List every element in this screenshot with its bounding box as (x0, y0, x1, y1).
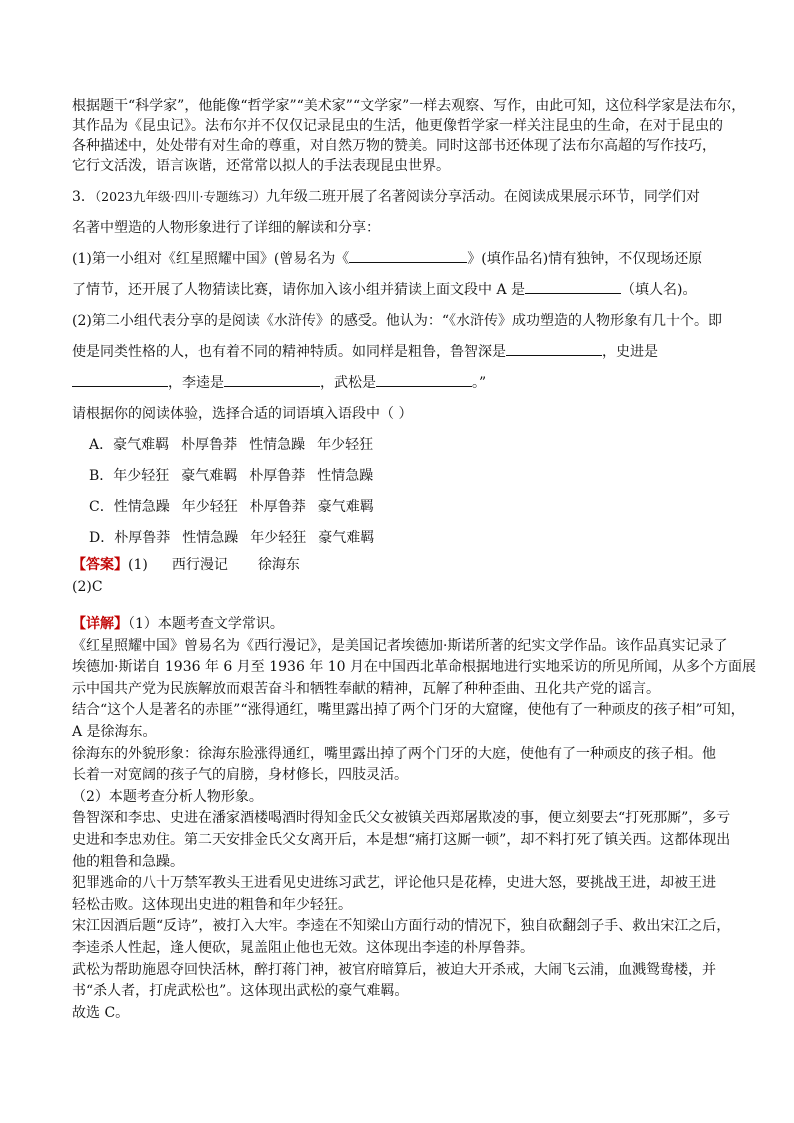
answer-blank[interactable] (525, 279, 621, 294)
question-block (72, 181, 724, 554)
detail-line: 示中国共产党为民族解放而艰苦奋斗和牺牲奉献的精神，瓦解了种种歪曲、丑化共产党的谣言。 (72, 680, 660, 697)
detail-line: 故选 C。 (72, 1004, 130, 1021)
answer-block (72, 554, 724, 598)
question-number: 3． (72, 189, 95, 205)
answer-value: 西行漫记 (171, 557, 228, 573)
document-page (72, 96, 757, 1024)
question-source: （2023九年级·四川·专题练习） (94, 189, 266, 204)
detail-line: 《红星照耀中国》曾易名为《西行漫记》，是美国记者埃德加·斯诺所著的纪实文学作品。该作品真实记录了 (72, 637, 728, 654)
question-stem-line: 名著中塑造的人物形象进行了详细的解读和分享： (72, 220, 380, 236)
option-c[interactable]: C．性情急躁 年少轻狂 朴厚鲁莽 豪气难羁 (89, 499, 374, 515)
detail-line: 埃德加·斯诺自 1936 年 6 月至 1936 年 10 月在中国西北革命根据地进行实地采访的所见所闻，从多个方面展 (72, 659, 757, 676)
answer-line: (2)C (72, 579, 103, 595)
option-a[interactable]: A．豪气难羁 朴厚鲁莽 性情急躁 年少轻狂 (89, 437, 374, 453)
detail-line: 史进和李忠劝住。第二天安排金氏父女离开后，本是想“痛打这厮一顿”，却不料打死了镇关西。这都体现出 (72, 831, 731, 848)
detail-line: 轻松击败。这体现出史进的粗鲁和年少轻狂。 (72, 896, 352, 913)
detail-tag: 【详解】 (72, 616, 128, 632)
detail-line: 【详解】（1）本题考查文学常识。 (72, 616, 284, 632)
detail-line: 鲁智深和李忠、史进在潘家酒楼喝酒时得知金氏父女被镇关西郑屠欺凌的事，便立刻要去“打死那厮”，多亏 (72, 810, 731, 827)
option-b[interactable]: B．年少轻狂 豪气难羁 朴厚鲁莽 性情急躁 (89, 468, 374, 484)
intro-paragraph (72, 96, 746, 176)
detail-line: 武松为帮助施恩夺回快活林，醉打蒋门神，被官府暗算后，被迫大开杀戒，大闹飞云浦，血溅鸳鸯楼，并 (72, 961, 716, 978)
detail-line: 书“杀人者，打虎武松也”。这体现出武松的豪气难羁。 (72, 983, 409, 1000)
detail-line: 结合“这个人是著名的赤匪”“涨得通红，嘴里露出掉了两个门牙的大窟窿，使他有了一种顽皮的孩子相”可知， (72, 702, 745, 719)
answer-value: 徐海东 (257, 557, 300, 573)
detail-line: 李逵杀人性起，逢人便砍，晁盖阻止他也无效。这体现出李逵的朴厚鲁莽。 (72, 939, 534, 956)
answer-line: 【答案】(1) 西行漫记 徐海东 (72, 557, 300, 573)
detail-line: （2）本题考查分析人物形象。 (72, 788, 263, 805)
answer-blank[interactable] (349, 248, 467, 263)
intro-line: 它行文活泼，语言诙谐，还常常以拟人的手法表现昆虫世界。 (72, 158, 450, 174)
answer-blank[interactable] (224, 372, 320, 387)
answer-blank[interactable] (506, 341, 602, 356)
part2-line: 使是同类性格的人，也有着不同的精神特质。如同样是粗鲁，鲁智深是 ，史进是 (72, 337, 724, 368)
option-d[interactable]: D．朴厚鲁莽 性情急躁 年少轻狂 豪气难羁 (89, 530, 375, 546)
answer-tag: 【答案】 (72, 557, 128, 573)
intro-line: 根据题干“科学家”，他能像“哲学家”“美术家”“文学家”一样去观察、写作，由此可知，这位科学家是法布尔， (72, 98, 746, 114)
part1-line: (1)第一小组对《红星照耀中国》(曾易名为《 》(填作品名)情有独钟，不仅现场还原 (72, 244, 724, 275)
detail-line: A 是徐海东。 (72, 723, 157, 740)
detail-line: 长着一对宽阔的孩子气的肩膀，身材修长，四肢灵活。 (72, 767, 408, 784)
intro-line: 其作品为《昆虫记》。法布尔并不仅仅记录昆虫的生活，他更像哲学家一样关注昆虫的生命，在对于昆虫的 (72, 118, 723, 134)
part2-line: ，李逵是 ，武松是 。” (72, 368, 724, 399)
question-stem: 3．（2023九年级·四川·专题练习）九年级二班开展了名著阅读分享活动。在阅读成果展示环节，同学们对 (72, 189, 700, 205)
detail-line: 徐海东的外貌形象：徐海东脸涨得通红，嘴里露出掉了两个门牙的大庭，使他有了一种顽皮的孩子相。他 (72, 745, 716, 762)
part1-line: 了情节，还开展了人物猜读比赛，请你加入该小组并猜读上面文段中 A 是 （填人名)。 (72, 275, 724, 306)
answer-blank[interactable] (376, 372, 472, 387)
answer-blank[interactable] (72, 372, 168, 387)
detail-line: 他的粗鲁和急躁。 (72, 853, 184, 870)
detail-line: 宋江因酒后题“反诗”，被打入大牢。李逵在不知梁山方面行动的情况下，独自砍翻刽子手、救出宋江之后， (72, 918, 731, 935)
detail-line: 犯罪逃命的八十万禁军教头王进看见史进练习武艺，评论他只是花棒，史进大怒，要挑战王进，却被王进 (72, 875, 716, 892)
detail-block (72, 614, 757, 1024)
intro-line: 各种描述中，处处带有对生命的尊重，对自然万物的赞美。同时这部书还体现了法布尔高超的写作技巧， (72, 138, 716, 154)
part2-line: (2)第二小组代表分享的是阅读《水浒传》的感受。他认为：“《水浒传》成功塑造的人物形象有几十个。即 (72, 313, 722, 329)
question-prompt: 请根据你的阅读体验，选择合适的词语填入语段中（ ） (72, 406, 413, 422)
